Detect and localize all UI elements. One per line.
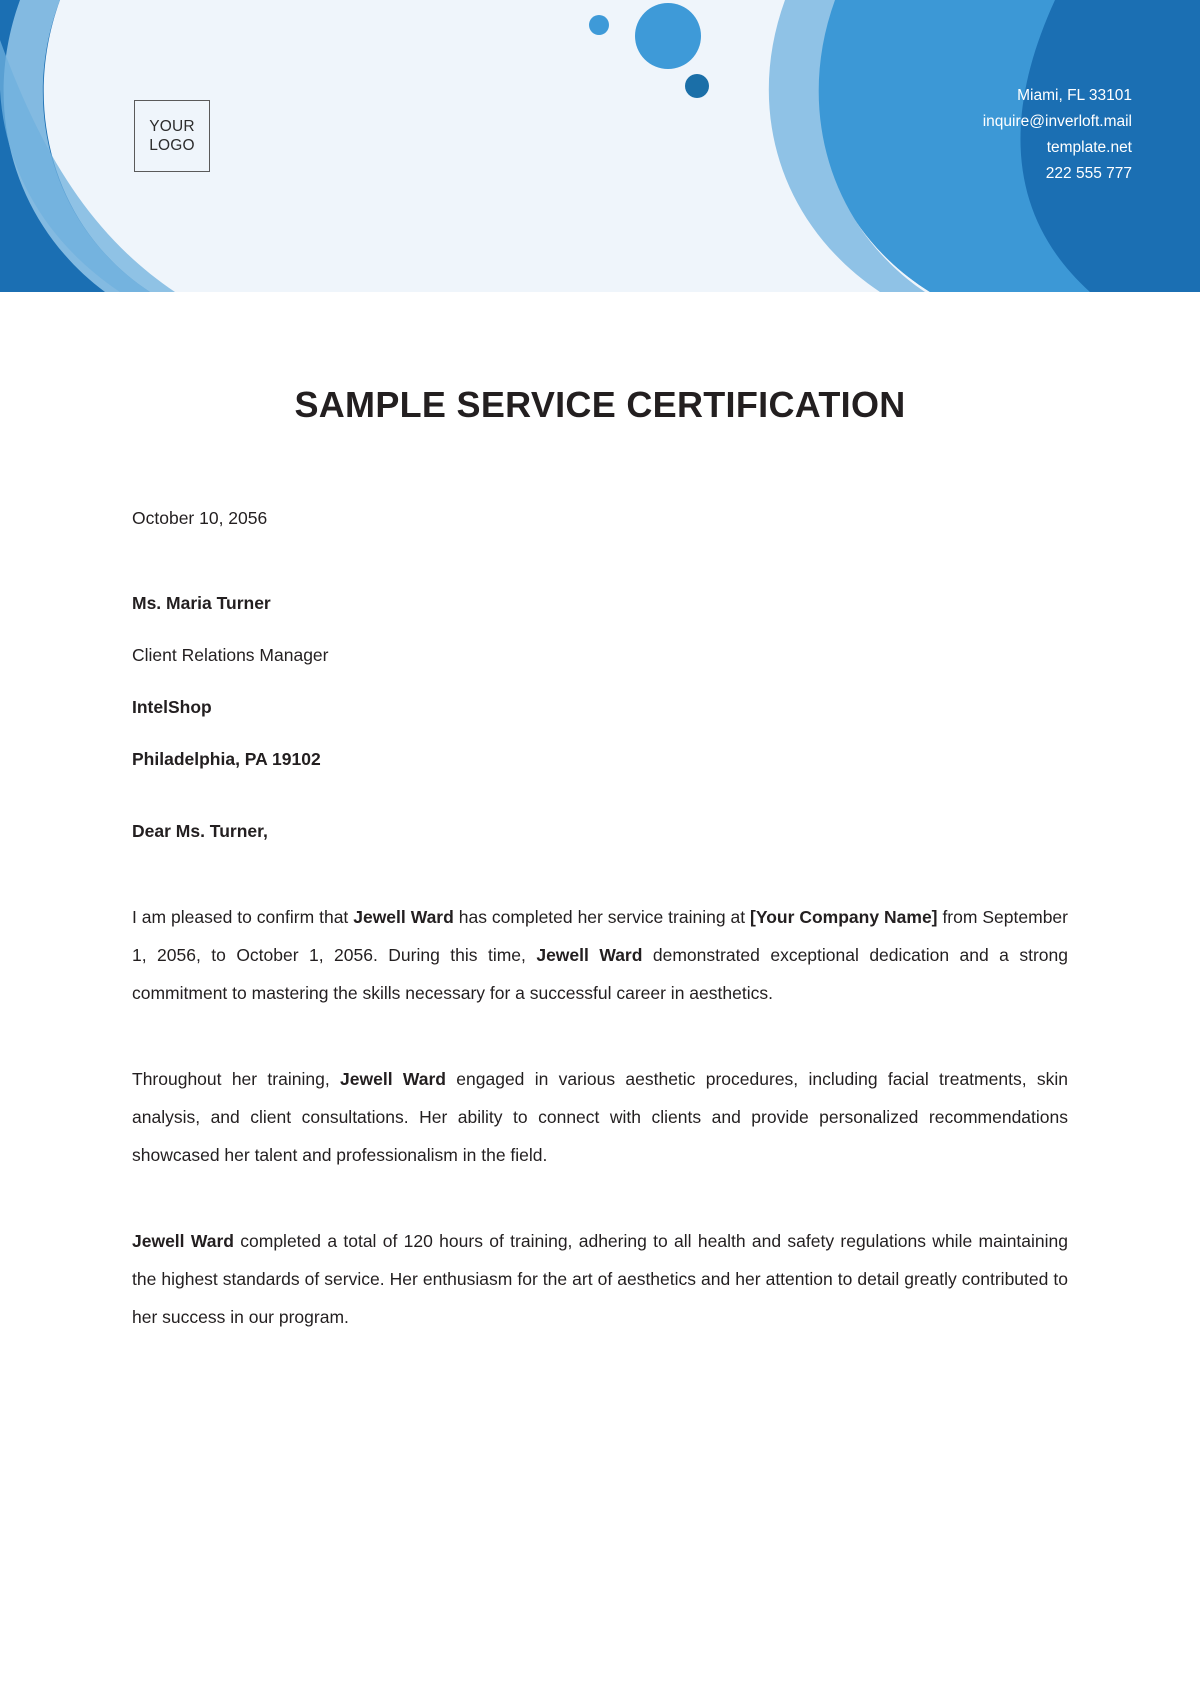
paragraph-1 (132, 898, 1068, 1012)
p1-bold-1: Jewell Ward (353, 907, 454, 927)
letter-date: October 10, 2056 (132, 508, 268, 528)
contact-email: inquire@inverloft.mail (982, 113, 1132, 130)
salutation: Dear Ms. Turner, (132, 821, 268, 841)
p1-bold-3: Jewell Ward (536, 945, 643, 965)
p3-bold-1: Jewell Ward (132, 1231, 234, 1251)
p2-bold-1: Jewell Ward (340, 1069, 446, 1089)
contact-block (983, 83, 1132, 187)
p1-seg-4: demonstrated exceptional dedication and a strong commitment to mastering the skills necessary for a successful career in aesthetics. (132, 945, 1069, 1003)
recipient-name: Ms. Maria Turner (132, 593, 271, 613)
p2-seg-1: Throughout her training, (132, 1069, 341, 1089)
logo-placeholder (134, 100, 210, 172)
recipient-role: Client Relations Manager (132, 645, 329, 665)
recipient-company: IntelShop (132, 697, 212, 717)
p1-seg-3: from September 1, 2056, to October 1, 2056. During this time, (132, 907, 1068, 965)
document-body (0, 292, 1200, 1354)
contact-address: Miami, FL 33101 (1017, 87, 1132, 104)
contact-phone: 222 555 777 (1045, 165, 1132, 182)
letter-content (132, 508, 1068, 1336)
letterhead-header (0, 0, 1200, 292)
p2-seg-2: engaged in various aesthetic procedures, including facial treatments, skin analysis, and client consultations. Her ability to connect with clients and provide personalized recommendations showcased her talent and professionalism in the field. (132, 1069, 1068, 1165)
p1-seg-2: has completed her service training at (453, 907, 751, 927)
paragraph-3 (132, 1222, 1068, 1336)
p1-seg-1: I am pleased to confirm that (132, 907, 354, 927)
p1-bold-2: [Your Company Name] (750, 907, 938, 927)
logo-line-1: YOUR (149, 118, 195, 135)
contact-website: template.net (1046, 139, 1132, 156)
p3-seg-1: completed a total of 120 hours of training, adhering to all health and safety regulations while maintaining the highest standards of service. Her enthusiasm for the art of aesthetics and her attention to detail greatly contributed to her success in our program. (132, 1231, 1068, 1327)
recipient-block (132, 577, 1068, 785)
paragraph-2 (132, 1060, 1068, 1174)
recipient-address: Philadelphia, PA 19102 (132, 749, 321, 769)
logo-line-2: LOGO (149, 137, 195, 154)
page-title: SAMPLE SERVICE CERTIFICATION (294, 384, 906, 425)
